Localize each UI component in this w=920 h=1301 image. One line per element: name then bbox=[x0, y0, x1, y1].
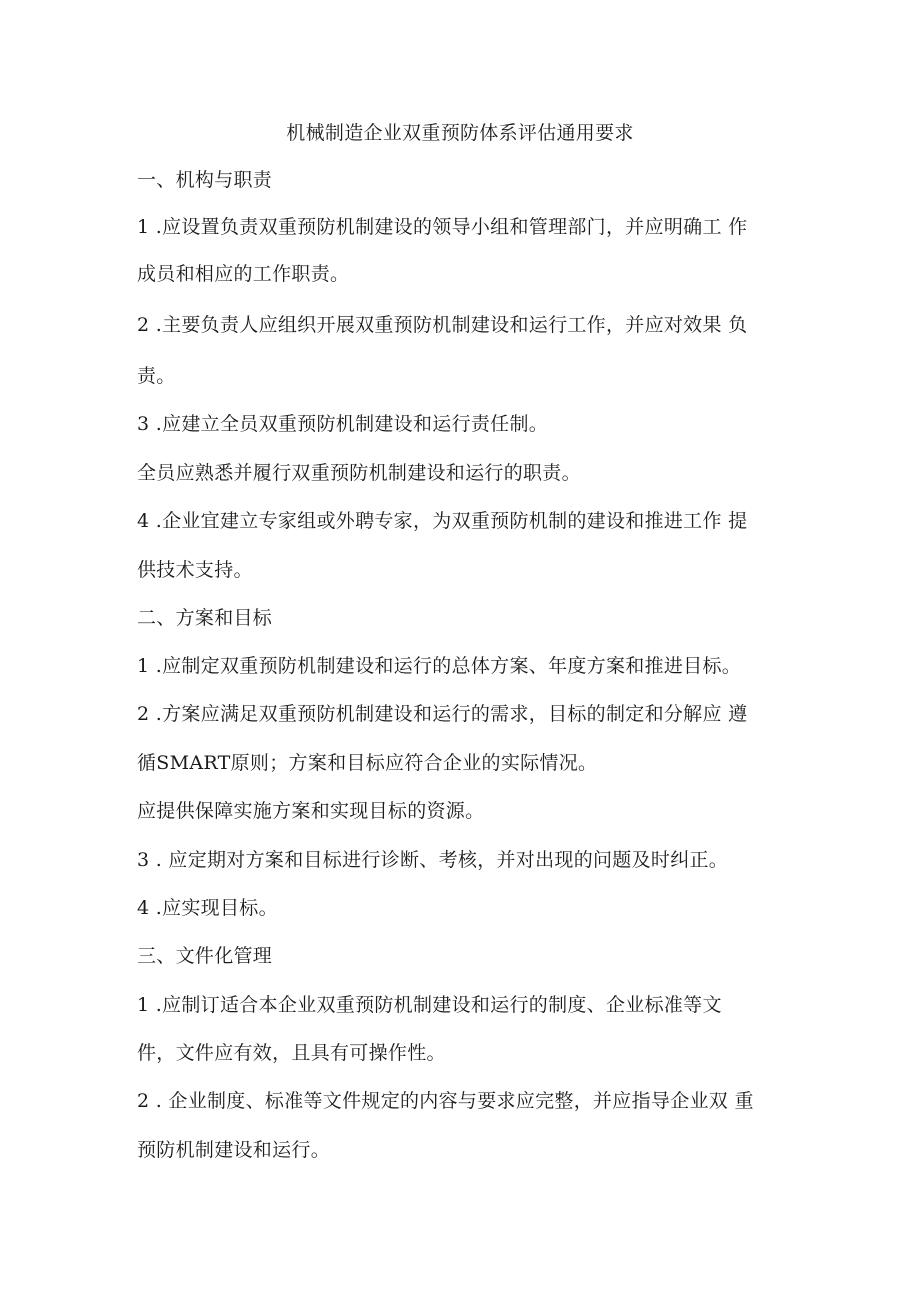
paragraph-line: 成员和相应的工作职责。 bbox=[137, 263, 350, 285]
paragraph-line: 供技术支持。 bbox=[137, 559, 253, 581]
paragraph-line: 1 .应设置负责双重预防机制建设的领导小组和管理部门，并应明确工 作 bbox=[137, 216, 748, 238]
paragraph-line: 预防机制建设和运行。 bbox=[137, 1139, 331, 1161]
document-title: 机械制造企业双重预防体系评估通用要求 bbox=[286, 122, 634, 144]
paragraph-line: 应提供保障实施方案和实现目标的资源。 bbox=[137, 800, 485, 822]
section-heading-3: 三、文件化管理 bbox=[137, 945, 273, 967]
paragraph-line: 3 .应建立全员双重预防机制建设和运行责任制。 bbox=[137, 413, 549, 435]
paragraph-line: 件，文件应有效，且具有可操作性。 bbox=[137, 1042, 446, 1064]
paragraph-line: 3 . 应定期对方案和目标进行诊断、考核，并对出现的问题及时纠正。 bbox=[137, 849, 729, 871]
paragraph-line: 责。 bbox=[137, 365, 176, 387]
paragraph-line: 全员应熟悉并履行双重预防机制建设和运行的职责。 bbox=[137, 462, 581, 484]
paragraph-line: 2 .方案应满足双重预防机制建设和运行的需求，目标的制定和分解应 遵 bbox=[137, 703, 748, 725]
paragraph-line: 2 . 企业制度、标准等文件规定的内容与要求应完整，并应指导企业双 重 bbox=[137, 1090, 754, 1112]
paragraph-line: 1 .应制定双重预防机制建设和运行的总体方案、年度方案和推进目标。 bbox=[137, 655, 742, 677]
paragraph-line: 循SMART原则；方案和目标应符合企业的实际情况。 bbox=[137, 752, 598, 774]
paragraph-line: 2 .主要负责人应组织开展双重预防机制建设和运行工作，并应对效果 负 bbox=[137, 314, 748, 336]
paragraph-line: 4 .应实现目标。 bbox=[137, 897, 278, 919]
paragraph-line: 4 .企业宜建立专家组或外聘专家，为双重预防机制的建设和推进工作 提 bbox=[137, 510, 748, 532]
paragraph-line: 1 .应制订适合本企业双重预防机制建设和运行的制度、企业标准等文 bbox=[137, 994, 722, 1016]
section-heading-1: 一、机构与职责 bbox=[137, 169, 273, 191]
section-heading-2: 二、方案和目标 bbox=[137, 607, 273, 629]
